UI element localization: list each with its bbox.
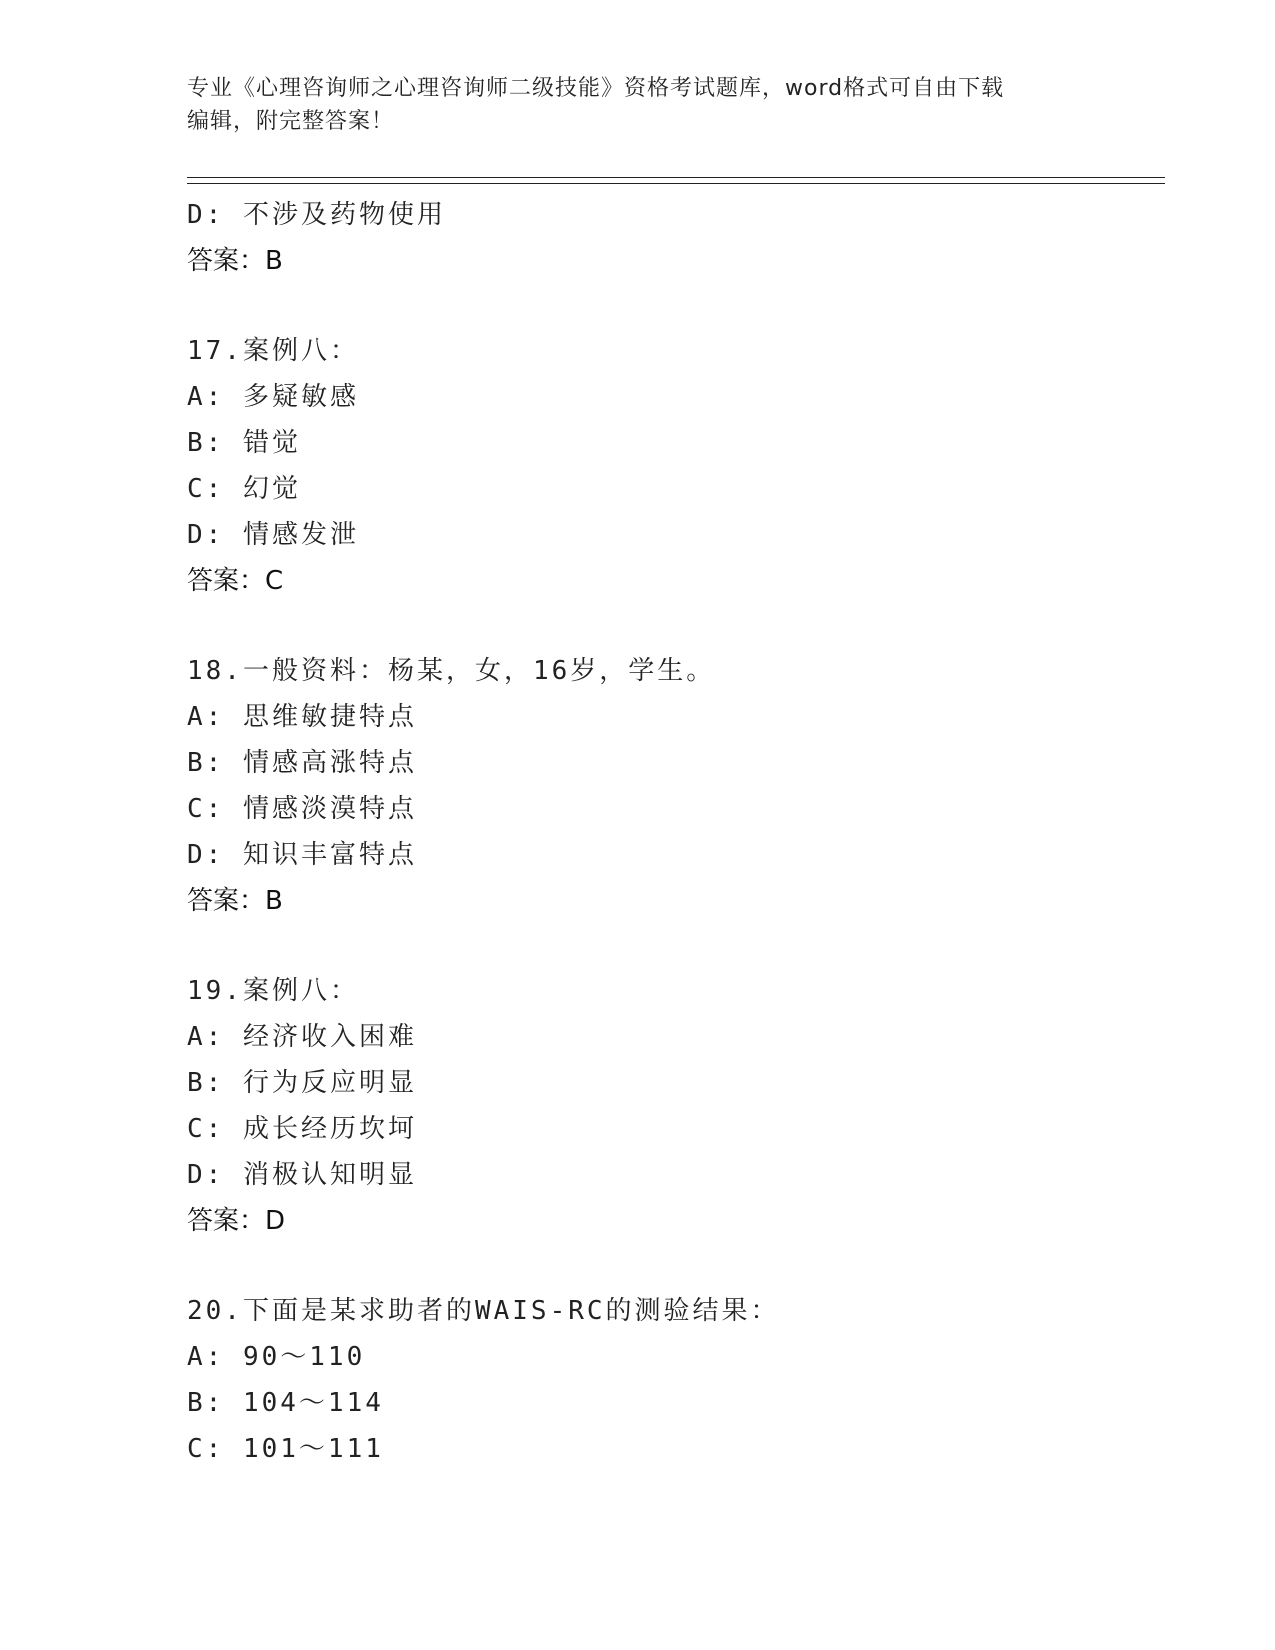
option-a: A: 90～110 (187, 1342, 366, 1372)
option-a: A: 思维敏捷特点 (187, 702, 417, 732)
option-b: B: 情感高涨特点 (187, 748, 417, 778)
option-c: C: 101～111 (187, 1434, 384, 1464)
option-d: D: 消极认知明显 (187, 1160, 417, 1190)
question-17 (187, 328, 1157, 604)
spacer (187, 604, 1157, 648)
question-20 (187, 1288, 1157, 1472)
option-c: C: 成长经历坎坷 (187, 1114, 417, 1144)
answer-line: 答案：C (187, 566, 284, 596)
option-b: B: 行为反应明显 (187, 1068, 417, 1098)
question-18 (187, 648, 1157, 924)
option-a: A: 经济收入困难 (187, 1022, 417, 1052)
answer-line: 答案：B (187, 246, 283, 276)
option-a: A: 多疑敏感 (187, 382, 359, 412)
question-19 (187, 968, 1157, 1244)
question-list (187, 192, 1157, 1472)
question-title: 20.下面是某求助者的WAIS-RC的测验结果： (187, 1296, 780, 1326)
question-title: 18.一般资料：杨某，女，16岁，学生。 (187, 656, 716, 686)
option-d: D: 情感发泄 (187, 520, 359, 550)
question-title: 17.案例八： (187, 336, 359, 366)
option-c: C: 幻觉 (187, 474, 301, 504)
option-d: D: 不涉及药物使用 (187, 200, 446, 230)
header-divider (187, 177, 1165, 184)
option-b: B: 104～114 (187, 1388, 384, 1418)
spacer (187, 1244, 1157, 1288)
answer-line: 答案：D (187, 1206, 286, 1236)
spacer (187, 924, 1157, 968)
option-b: B: 错觉 (187, 428, 301, 458)
answer-line: 答案：B (187, 886, 283, 916)
option-d: D: 知识丰富特点 (187, 840, 417, 870)
option-c: C: 情感淡漠特点 (187, 794, 417, 824)
document-header (187, 72, 1087, 138)
header-line-1: 专业《心理咨询师之心理咨询师二级技能》资格考试题库，word格式可自由下载 (187, 76, 1005, 101)
question-title: 19.案例八： (187, 976, 359, 1006)
header-line-2: 编辑，附完整答案！ (187, 109, 395, 134)
spacer (187, 284, 1157, 328)
